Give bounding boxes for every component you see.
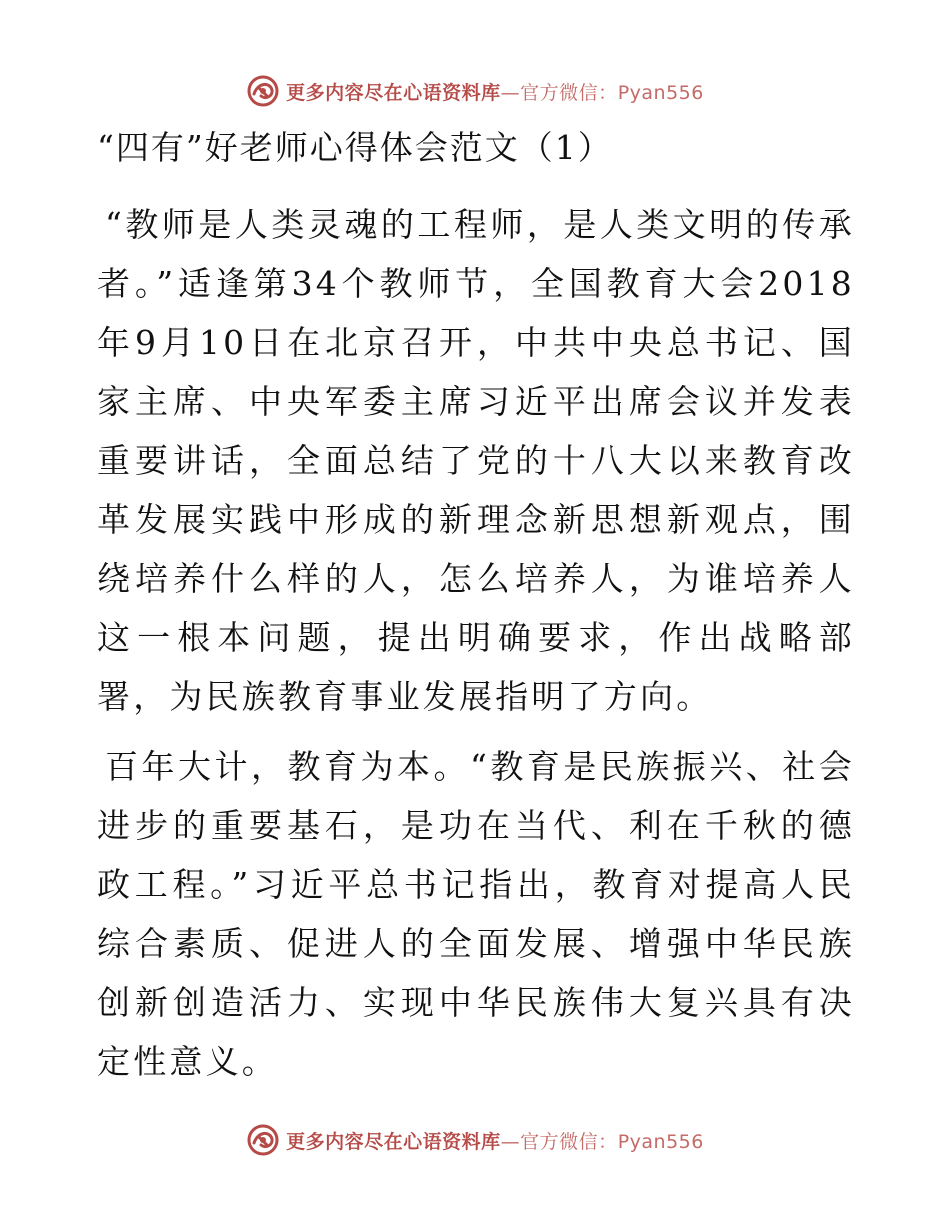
watermark-wechat-id: Pyan556 [617, 81, 704, 104]
watermark-site: 更多内容尽在心语资料库 [286, 81, 501, 104]
watermark-site: 更多内容尽在心语资料库 [286, 1130, 501, 1153]
watermark-wechat-label: 官方微信： [520, 1130, 618, 1153]
watermark-wechat-label: 官方微信： [520, 81, 618, 104]
red-swirl-logo-icon [246, 74, 280, 108]
header-watermark [0, 71, 950, 111]
watermark-text [286, 1127, 704, 1154]
body-paragraph-2: 百年大计，教育为本。“教育是民族振兴、社会进步的重要基石，是功在当代、利在千秋的德政工程。”习近平总书记指出，教育对提高人民综合素质、促进人的全面发展、增强中华民族创新创造活力、实现中华民族伟大复兴具有决定性意义。 [97, 747, 855, 1081]
footer-watermark [0, 1120, 950, 1160]
red-swirl-logo-icon [246, 1123, 280, 1157]
watermark-wechat-id: Pyan556 [617, 1130, 704, 1153]
watermark-separator: — [500, 1130, 521, 1153]
watermark-separator: — [500, 81, 521, 104]
body-paragraph-1: “教师是人类灵魂的工程师，是人类文明的传承者。”适逢第34个教师节，全国教育大会2018年9月10日在北京召开，中共中央总书记、国家主席、中央军委主席习近平出席会议并发表重要讲话，全面总结了党的十八大以来教育改革发展实践中形成的新理念新思想新观点，围绕培养什么样的人，怎么培养人，为谁培养人这一根本问题，提出明确要求，作出战略部署，为民族教育事业发展指明了方向。 [97, 205, 855, 716]
watermark-text [286, 78, 704, 105]
document-title: “四有”好老师心得体会范文（1） [97, 128, 613, 167]
